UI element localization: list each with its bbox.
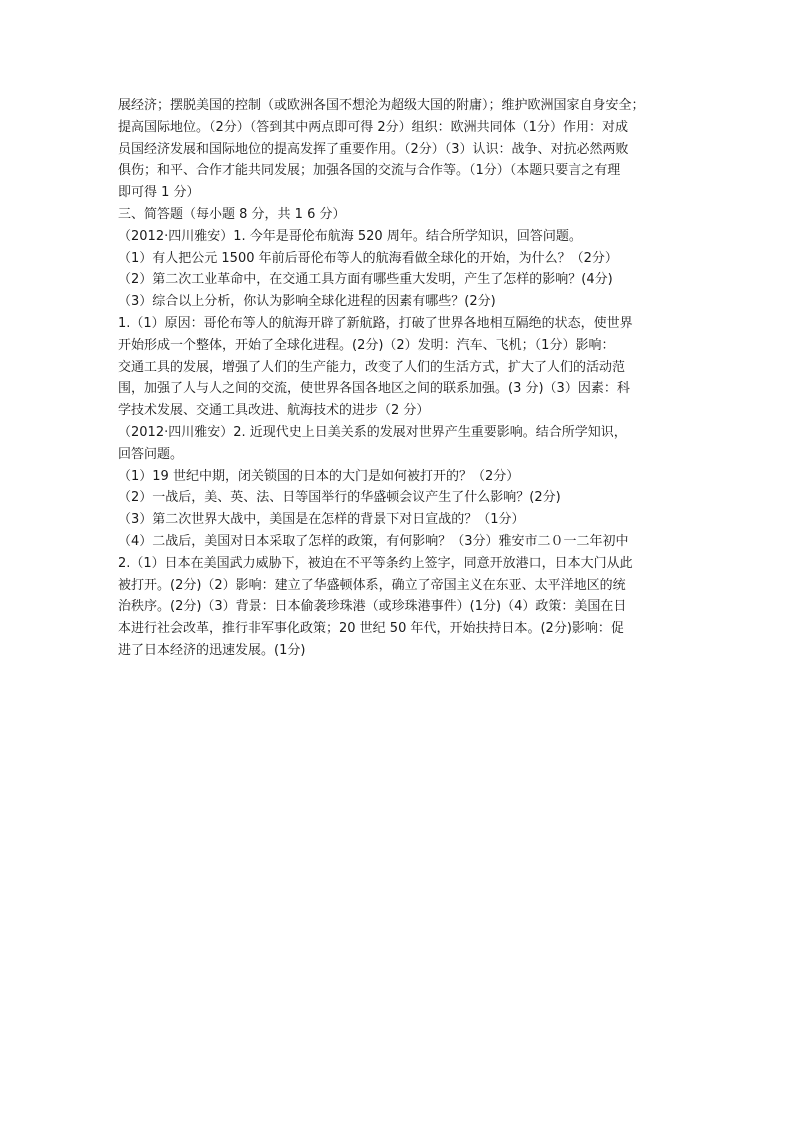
question-1-part-3: （3）综合以上分析，你认为影响全球化进程的因素有哪些？(2分): [118, 294, 496, 310]
section-heading: 三、简答题（每小题 8 分，共 1 6 分）: [118, 206, 346, 222]
answer-1-line: 围，加强了人与人之间的交流，使世界各国各地区之间的联系加强。(3 分)（3）因素：科: [118, 381, 630, 397]
question-1-part-2: （2）第二次工业革命中，在交通工具方面有哪些重大发明，产生了怎样的影响？(4分): [118, 272, 613, 288]
question-2-part-3: （3）第二次世界大战中，美国是在怎样的背景下对日宣战的？（1分）: [118, 512, 525, 528]
text-line: 提高国际地位。（2分）（答到其中两点即可得 2分）组织：欧洲共同体（1分）作用：对成: [118, 119, 628, 135]
question-2-prompt: （2012·四川雅安）2. 近现代史上日美关系的发展对世界产生重要影响。结合所学知识，: [118, 424, 627, 440]
question-2-part-1: （1）19 世纪中期，闭关锁国的日本的大门是如何被打开的？（2分）: [118, 468, 520, 484]
question-2-prompt: 回答问题。: [118, 446, 184, 462]
answer-2-line: 治秩序。(2分)（3）背景：日本偷袭珍珠港（或珍珠港事件）(1分)（4）政策：美国在日: [118, 599, 627, 615]
text-line: 员国经济发展和国际地位的提高发挥了重要作用。（2分）（3）认识：战争、对抗必然两败: [118, 141, 629, 157]
answer-2-line: 进了日本经济的迅速发展。(1分): [118, 642, 306, 658]
answer-2-line: 被打开。(2分)（2）影响：建立了华盛顿体系，确立了帝国主义在东亚、太平洋地区的统: [118, 577, 626, 593]
question-2-part-4: （4）二战后，美国对日本采取了怎样的政策，有何影响？（3分）雅安市二０一二年初中: [118, 533, 629, 549]
text-line: 展经济；摆脱美国的控制（或欧洲各国不想沦为超级大国的附庸）；维护欧洲国家自身安全；: [118, 98, 645, 113]
answer-2-line: 本进行社会改革，推行非军事化政策；20 世纪 50 年代，开始扶持日本。(2分)影响：促: [118, 621, 624, 637]
answer-1-line: 学技术发展、交通工具改进、航海技术的进步（2 分）: [118, 403, 430, 419]
question-1-prompt: （2012·四川雅安）1. 今年是哥伦布航海 520 周年。结合所学知识，回答问题。: [118, 228, 582, 244]
text-line: 即可得 1 分）: [118, 185, 200, 201]
answer-1-line: 开始形成一个整体，开始了全球化进程。(2分)（2）发明：汽车、飞机；（1分）影响：: [118, 337, 615, 353]
question-1-part-1: （1）有人把公元 1500 年前后哥伦布等人的航海看做全球化的开始，为什么？（2分）: [118, 250, 618, 266]
answer-1-line: 1.（1）原因：哥伦布等人的航海开辟了新航路，打破了世界各地相互隔绝的状态，使世界: [118, 315, 633, 331]
answer-1-line: 交通工具的发展，增强了人们的生产能力，改变了人们的生活方式，扩大了人们的活动范: [118, 359, 626, 375]
document-body: [118, 95, 678, 662]
question-2-part-2: （2）一战后，美、英、法、日等国举行的华盛顿会议产生了什么影响？(2分): [118, 490, 561, 506]
text-line: 俱伤；和平、合作才能共同发展；加强各国的交流与合作等。（1分）（本题只要言之有理: [118, 163, 621, 179]
answer-2-line: 2.（1）日本在美国武力威胁下，被迫在不平等条约上签字，同意开放港口，日本大门从此: [118, 555, 633, 571]
